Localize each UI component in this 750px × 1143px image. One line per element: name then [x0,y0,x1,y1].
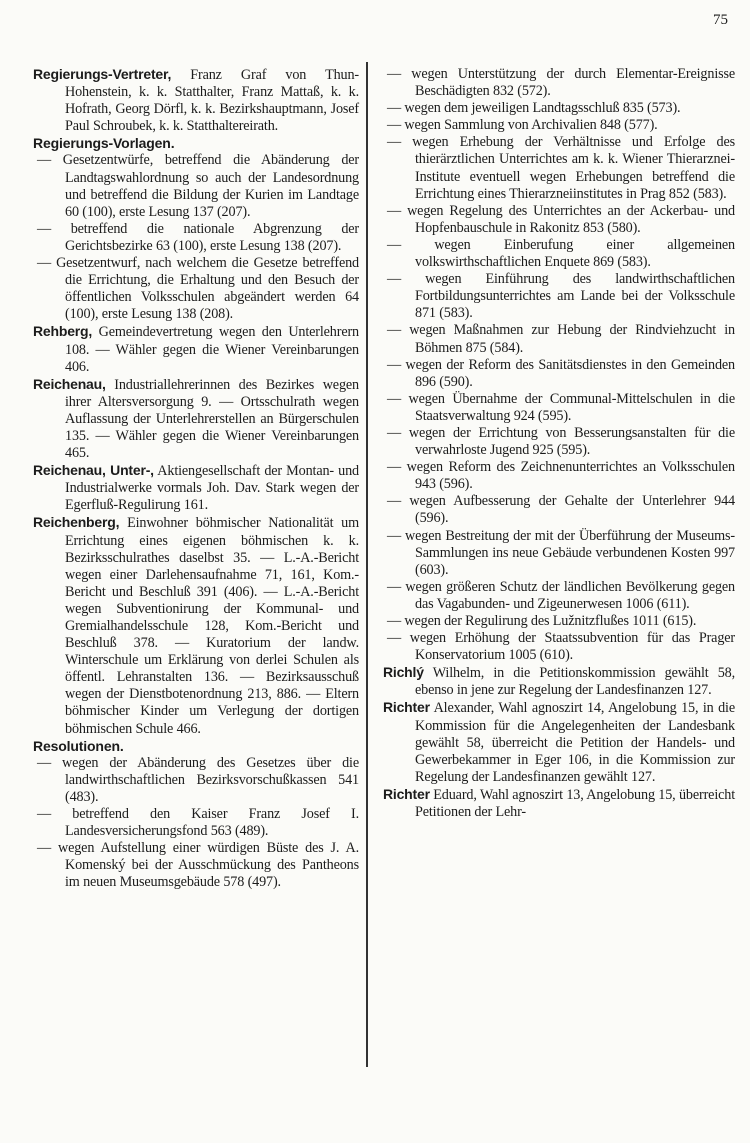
sub-entry: — wegen größeren Schutz der ländlichen Bevölkerung gegen das Vagabunden- und Zigeunerwesen 1006 (611). [387,578,735,612]
page-number: 75 [713,12,728,28]
index-entry [33,462,359,514]
sub-entry: — wegen Sammlung von Archivalien 848 (577). [387,117,658,134]
section-heading: Regierungs-Vorlagen. [33,135,175,152]
sub-entry: — wegen Übernahme der Communal-Mittelschulen in die Staatsverwaltung 924 (595). [387,390,735,424]
sub-entry: — betreffend den Kaiser Franz Josef I. Landesversicherungsfond 563 (489). [37,806,359,840]
sub-entry: — Gesetzentwürfe, betreffend die Abänderung der Landtagswahlordnung so auch der Landesordnung und betreffend die Bildung der Kurien im Landtage 60 (100), erste Lesung 137 (207). [37,152,359,220]
sub-entry: — wegen Maßnahmen zur Hebung der Rindviehzucht in Böhmen 875 (584). [387,322,735,356]
section-heading: Resolutionen. [33,737,124,754]
sub-entry: — wegen Einführung des landwirthschaftlichen Fortbildungsunterrichtes am Lande bei der Volksschule 871 (583). [387,271,735,322]
entry-keyword: Richlý [383,664,424,681]
entry-keyword: Reichenberg, [33,514,120,531]
entry-text: Eduard, Wahl agnoszirt 13, Angelobung 15, überreicht Petitionen der Lehr- [415,786,735,821]
entry-keyword: Reichenau, [33,375,106,392]
column-divider [366,62,368,1067]
sub-entry: — wegen Aufstellung einer würdigen Büste des J. A. Komenský bei der Ausschmückung des Pantheons im neuen Museumsgebäude 578 (497). [37,840,359,891]
sub-entry: — wegen der Errichtung von Besserungsanstalten für die verwahrloste Jugend 925 (595). [387,424,735,459]
sub-entry: — wegen Regelung des Unterrichtes an der Ackerbau- und Hopfenbauschule in Rakonitz 853 (580). [387,202,735,236]
index-entry [33,514,359,737]
entry-keyword: Richter [383,785,430,802]
left-column [33,66,359,892]
entry-keyword: Reichenau, Unter-, [33,462,154,479]
sub-entry: — wegen dem jeweiligen Landtagsschluß 835 (573). [387,100,681,117]
sub-entry: — betreffend die nationale Abgrenzung der Gerichtsbezirke 63 (100), erste Lesung 138 (207). [37,220,359,254]
entry-keyword: Rehberg, [33,323,93,340]
entry-text: Aktiengesellschaft der Montan- und Industrialwerke vormals Joh. Dav. Stark wegen der Egerfluß-Regulirung 161. [65,463,359,514]
index-entry [383,664,735,699]
sub-entry: — wegen Erhebung der Verhältnisse und Erfolge des thierärztlichen Unterrichtes am k. k. Wiener Thierarznei-Institute eventuell wegen Erhebungen betreffend die Errichtung eines Thierarzneiinstitutes in Prag 852 (583). [387,134,735,202]
sub-entry: — wegen der Abänderung des Gesetzes über die landwirthschaftlichen Bezirksvorschußkassen 541 (483). [37,754,359,805]
entry-text: Wilhelm, in die Petitionskommission gewählt 58, ebenso in jene zur Regelung der Landesfinanzen 127. [415,665,735,699]
index-entry [383,786,735,821]
sub-entry: — wegen Aufbesserung der Gehalte der Unterlehrer 944 (596). [387,493,735,527]
index-entry [33,376,359,462]
entry-text: Einwohner böhmischer Nationalität um Errichtung eines eigenen böhmischen k. k. Bezirksschulrathes daselbst 35. — L.-A.-Bericht wegen einer Darlehensaufnahme 71, 161, Kom.-Bericht und Beschluß 391 (406). — L.-A.-Bericht wegen Subventionirung der Kommunal- und Gremialhandelsschule 128, Kom.-Bericht und Beschluß 378. — Kuratorium der landw. Winterschule um Erklärung von derlei Schulen als öffentl. Lehranstalten 136. — Bezirksausschuß wegen der Dienstbotenordnung 213, 886. — Eltern böhmischer Kinder um Verlegung der dortigen böhmischen Schule 466. [65,515,359,737]
entry-text: Industriallehrerinnen des Bezirkes wegen ihrer Altersversorgung 9. — Ortsschulrath wegen Auflassung der Unterlehrerstellen an Bürgerschulen 135. — Wähler gegen die Wiener Vereinbarungen 465. [65,376,359,462]
entry-text: Gemeindevertretung wegen den Unterlehrern 108. — Wähler gegen die Wiener Vereinbarungen 406. [65,324,359,375]
entry-text: Franz Graf von Thun-Hohenstein, k. k. Statthalter, Franz Mattaß, k. k. Hofrath, Georg Dörfl, k. k. Bezirkshauptmann, Josef Paul Schroubek, k. k. Statthaltereirath. [65,67,359,135]
sub-entry: — wegen Bestreitung der mit der Überführung der Museums-Sammlungen ins neue Gebäude verbundenen Kosten 997 (603). [387,527,735,578]
sub-entry: — Gesetzentwurf, nach welchem die Gesetze betreffend die Errichtung, die Erhaltung und den Besuch der öffentlichen Volksschulen abgeändert werden 64 (100), erste Lesung 138 (208). [37,255,359,323]
index-entry [383,699,735,785]
sub-entry: — wegen Erhöhung der Staatssubvention für das Prager Konservatorium 1005 (610). [387,630,735,664]
sub-entry: — wegen der Regulirung des Lužnitzflußes 1011 (615). [387,613,697,629]
entry-keyword: Regierungs-Vertreter, [33,66,172,82]
index-entry [33,66,359,135]
entry-text: Alexander, Wahl agnoszirt 14, Angelobung 15, in die Kommission für die Angelegenheiten der Landesbank gewählt 58, überreicht die Petition der Handels- und Gewerbekammer in Eger 106, in die Kommission zur Regelung der Landesfinanzen gewählt 127. [415,700,735,785]
index-entry [33,323,359,375]
right-column [383,66,735,821]
entry-keyword: Richter [383,699,430,716]
sub-entry: — wegen Unterstützung der durch Elementar-Ereignisse Beschädigten 832 (572). [387,66,735,100]
sub-entry: — wegen der Reform des Sanitätsdienstes in den Gemeinden 896 (590). [387,356,735,390]
sub-entry: — wegen Reform des Zeichnenunterrichtes an Volksschulen 943 (596). [387,459,735,493]
sub-entry: — wegen Einberufung einer allgemeinen volkswirthschaftlichen Enquete 869 (583). [387,236,735,271]
